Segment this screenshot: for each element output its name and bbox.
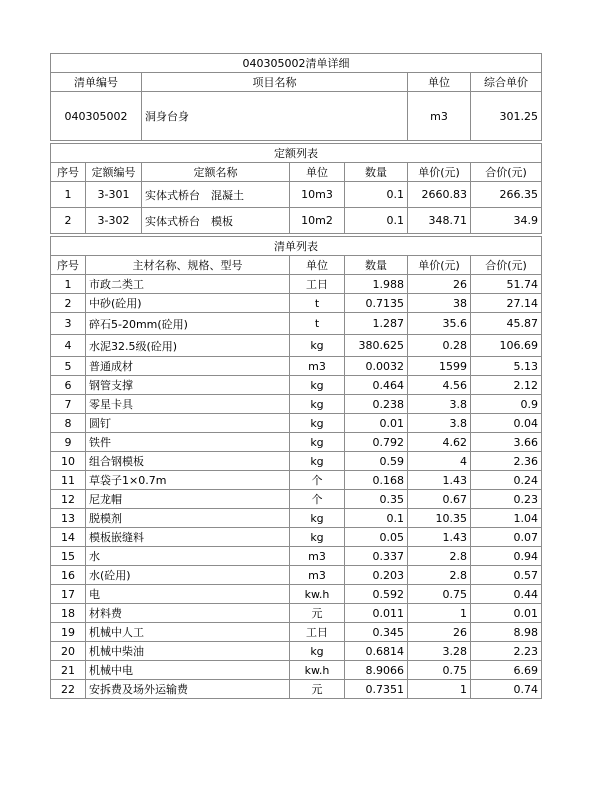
item-code: 040305002: [51, 92, 142, 141]
row-price: 3.8: [408, 395, 471, 414]
row-no: 9: [51, 433, 86, 452]
row-unit: kg: [290, 509, 345, 528]
row-qty: 380.625: [345, 335, 408, 357]
quota-header-no: 序号: [51, 163, 86, 182]
row-price: 3.8: [408, 414, 471, 433]
row-unit: kg: [290, 452, 345, 471]
row-name: 水泥32.5级(砼用): [86, 335, 290, 357]
row-qty: 0.1: [345, 208, 408, 234]
row-total: 2.36: [471, 452, 542, 471]
row-qty: 0.345: [345, 623, 408, 642]
row-name: 零星卡具: [86, 395, 290, 414]
row-qty: 0.0032: [345, 357, 408, 376]
table-row: [51, 357, 542, 376]
row-total: 45.87: [471, 313, 542, 335]
row-total: 2.23: [471, 642, 542, 661]
row-qty: 8.9066: [345, 661, 408, 680]
row-price: 26: [408, 623, 471, 642]
row-qty: 0.01: [345, 414, 408, 433]
row-name: 电: [86, 585, 290, 604]
row-name: 安拆费及场外运输费: [86, 680, 290, 699]
row-no: 18: [51, 604, 86, 623]
row-no: 4: [51, 335, 86, 357]
row-unit: 元: [290, 604, 345, 623]
row-qty: 0.59: [345, 452, 408, 471]
row-qty: 1.287: [345, 313, 408, 335]
row-qty: 0.592: [345, 585, 408, 604]
table-row: [51, 414, 542, 433]
row-no: 3: [51, 313, 86, 335]
list-header-total: 合价(元): [471, 256, 542, 275]
page-title: 040305002清单详细: [51, 54, 542, 73]
row-unit: t: [290, 294, 345, 313]
row-no: 20: [51, 642, 86, 661]
table-row: [51, 566, 542, 585]
row-unit: 10m3: [290, 182, 345, 208]
row-no: 22: [51, 680, 86, 699]
row-qty: 1.988: [345, 275, 408, 294]
table-row: [51, 275, 542, 294]
table-row: [51, 680, 542, 699]
row-name: 草袋子1×0.7m: [86, 471, 290, 490]
list-header-qty: 数量: [345, 256, 408, 275]
quota-header-name: 定额名称: [142, 163, 290, 182]
row-name: 普通成材: [86, 357, 290, 376]
row-unit: t: [290, 313, 345, 335]
row-name: 水: [86, 547, 290, 566]
row-name: 碎石5-20mm(砼用): [86, 313, 290, 335]
row-qty: 0.7135: [345, 294, 408, 313]
row-total: 0.74: [471, 680, 542, 699]
row-no: 11: [51, 471, 86, 490]
row-name: 材料费: [86, 604, 290, 623]
row-qty: 0.203: [345, 566, 408, 585]
name-header: 项目名称: [142, 73, 408, 92]
table-row: [51, 182, 542, 208]
row-name: 圆钉: [86, 414, 290, 433]
row-unit: kg: [290, 395, 345, 414]
row-name: 水(砼用): [86, 566, 290, 585]
table-row: [51, 471, 542, 490]
quota-header-total: 合价(元): [471, 163, 542, 182]
row-total: 0.94: [471, 547, 542, 566]
row-qty: 0.464: [345, 376, 408, 395]
list-section-title: 清单列表: [51, 237, 542, 256]
row-name: 实体式桥台 模板: [142, 208, 290, 234]
row-no: 14: [51, 528, 86, 547]
row-price: 26: [408, 275, 471, 294]
item-unit: m3: [408, 92, 471, 141]
row-total: 106.69: [471, 335, 542, 357]
row-total: 266.35: [471, 182, 542, 208]
row-name: 尼龙帽: [86, 490, 290, 509]
table-row: [51, 509, 542, 528]
unit-header: 单位: [408, 73, 471, 92]
row-unit: kg: [290, 414, 345, 433]
list-header-no: 序号: [51, 256, 86, 275]
row-qty: 0.168: [345, 471, 408, 490]
table-row: [51, 661, 542, 680]
table-row: [51, 604, 542, 623]
row-no: 10: [51, 452, 86, 471]
row-no: 17: [51, 585, 86, 604]
row-name: 机械中人工: [86, 623, 290, 642]
list-header-unit: 单位: [290, 256, 345, 275]
row-qty: 0.792: [345, 433, 408, 452]
row-total: 3.66: [471, 433, 542, 452]
table-row: [51, 452, 542, 471]
row-no: 2: [51, 208, 86, 234]
row-name: 机械中电: [86, 661, 290, 680]
item-name: 洞身台身: [142, 92, 408, 141]
row-no: 5: [51, 357, 86, 376]
row-qty: 0.7351: [345, 680, 408, 699]
row-price: 2.8: [408, 566, 471, 585]
row-price: 1.43: [408, 528, 471, 547]
table-row: [51, 395, 542, 414]
table-row: [51, 376, 542, 395]
row-total: 2.12: [471, 376, 542, 395]
row-qty: 0.238: [345, 395, 408, 414]
row-no: 12: [51, 490, 86, 509]
row-qty: 0.6814: [345, 642, 408, 661]
row-total: 5.13: [471, 357, 542, 376]
row-no: 1: [51, 182, 86, 208]
row-unit: 工日: [290, 275, 345, 294]
quota-header-qty: 数量: [345, 163, 408, 182]
row-no: 21: [51, 661, 86, 680]
row-price: 4: [408, 452, 471, 471]
row-total: 27.14: [471, 294, 542, 313]
row-unit: 10m2: [290, 208, 345, 234]
summary-table: [50, 53, 542, 141]
row-no: 8: [51, 414, 86, 433]
row-total: 0.04: [471, 414, 542, 433]
row-price: 1: [408, 604, 471, 623]
row-unit: 个: [290, 490, 345, 509]
row-name: 铁件: [86, 433, 290, 452]
table-row: [51, 623, 542, 642]
row-total: 0.57: [471, 566, 542, 585]
row-price: 348.71: [408, 208, 471, 234]
row-unit: 元: [290, 680, 345, 699]
row-unit: kg: [290, 642, 345, 661]
row-unit: kg: [290, 528, 345, 547]
table-row: [51, 642, 542, 661]
row-qty: 0.1: [345, 509, 408, 528]
row-total: 8.98: [471, 623, 542, 642]
list-header-price: 单价(元): [408, 256, 471, 275]
row-price: 1: [408, 680, 471, 699]
row-name: 中砂(砼用): [86, 294, 290, 313]
table-row: [51, 313, 542, 335]
row-no: 15: [51, 547, 86, 566]
row-name: 市政二类工: [86, 275, 290, 294]
row-qty: 0.337: [345, 547, 408, 566]
row-unit: m3: [290, 566, 345, 585]
table-row: [51, 208, 542, 234]
row-total: 34.9: [471, 208, 542, 234]
row-price: 3.28: [408, 642, 471, 661]
row-no: 7: [51, 395, 86, 414]
table-row: [51, 294, 542, 313]
row-price: 35.6: [408, 313, 471, 335]
row-unit: m3: [290, 357, 345, 376]
row-total: 0.07: [471, 528, 542, 547]
row-name: 模板嵌缝料: [86, 528, 290, 547]
quota-header-price: 单价(元): [408, 163, 471, 182]
row-qty: 0.011: [345, 604, 408, 623]
row-name: 实体式桥台 混凝土: [142, 182, 290, 208]
table-row: [51, 335, 542, 357]
row-no: 2: [51, 294, 86, 313]
row-qty: 0.05: [345, 528, 408, 547]
row-price: 4.62: [408, 433, 471, 452]
row-no: 16: [51, 566, 86, 585]
row-unit: 个: [290, 471, 345, 490]
row-total: 1.04: [471, 509, 542, 528]
code-header: 清单编号: [51, 73, 142, 92]
row-unit: kg: [290, 376, 345, 395]
row-price: 1.43: [408, 471, 471, 490]
row-price: 0.75: [408, 661, 471, 680]
row-name: 钢管支撑: [86, 376, 290, 395]
row-no: 13: [51, 509, 86, 528]
table-row: [51, 585, 542, 604]
item-price: 301.25: [471, 92, 542, 141]
row-no: 19: [51, 623, 86, 642]
row-price: 2660.83: [408, 182, 471, 208]
row-qty: 0.1: [345, 182, 408, 208]
table-row: [51, 433, 542, 452]
row-price: 0.75: [408, 585, 471, 604]
material-table: [50, 236, 542, 699]
row-total: 0.24: [471, 471, 542, 490]
quota-table: [50, 143, 542, 234]
row-name: 脱模剂: [86, 509, 290, 528]
row-price: 0.67: [408, 490, 471, 509]
row-unit: kw.h: [290, 661, 345, 680]
row-price: 1599: [408, 357, 471, 376]
row-price: 0.28: [408, 335, 471, 357]
row-price: 10.35: [408, 509, 471, 528]
table-row: [51, 528, 542, 547]
row-total: 0.01: [471, 604, 542, 623]
row-name: 组合钢模板: [86, 452, 290, 471]
table-row: [51, 547, 542, 566]
row-qty: 0.35: [345, 490, 408, 509]
row-name: 机械中柴油: [86, 642, 290, 661]
row-no: 6: [51, 376, 86, 395]
quota-section-title: 定额列表: [51, 144, 542, 163]
row-code: 3-302: [86, 208, 142, 234]
quota-header-unit: 单位: [290, 163, 345, 182]
row-price: 38: [408, 294, 471, 313]
row-total: 6.69: [471, 661, 542, 680]
list-header-name: 主材名称、规格、型号: [86, 256, 290, 275]
row-unit: 工日: [290, 623, 345, 642]
row-code: 3-301: [86, 182, 142, 208]
row-total: 51.74: [471, 275, 542, 294]
row-total: 0.23: [471, 490, 542, 509]
row-unit: kw.h: [290, 585, 345, 604]
quota-header-code: 定额编号: [86, 163, 142, 182]
table-row: [51, 490, 542, 509]
row-no: 1: [51, 275, 86, 294]
row-price: 2.8: [408, 547, 471, 566]
price-header: 综合单价: [471, 73, 542, 92]
row-price: 4.56: [408, 376, 471, 395]
row-unit: m3: [290, 547, 345, 566]
row-unit: kg: [290, 433, 345, 452]
row-total: 0.9: [471, 395, 542, 414]
row-unit: kg: [290, 335, 345, 357]
row-total: 0.44: [471, 585, 542, 604]
